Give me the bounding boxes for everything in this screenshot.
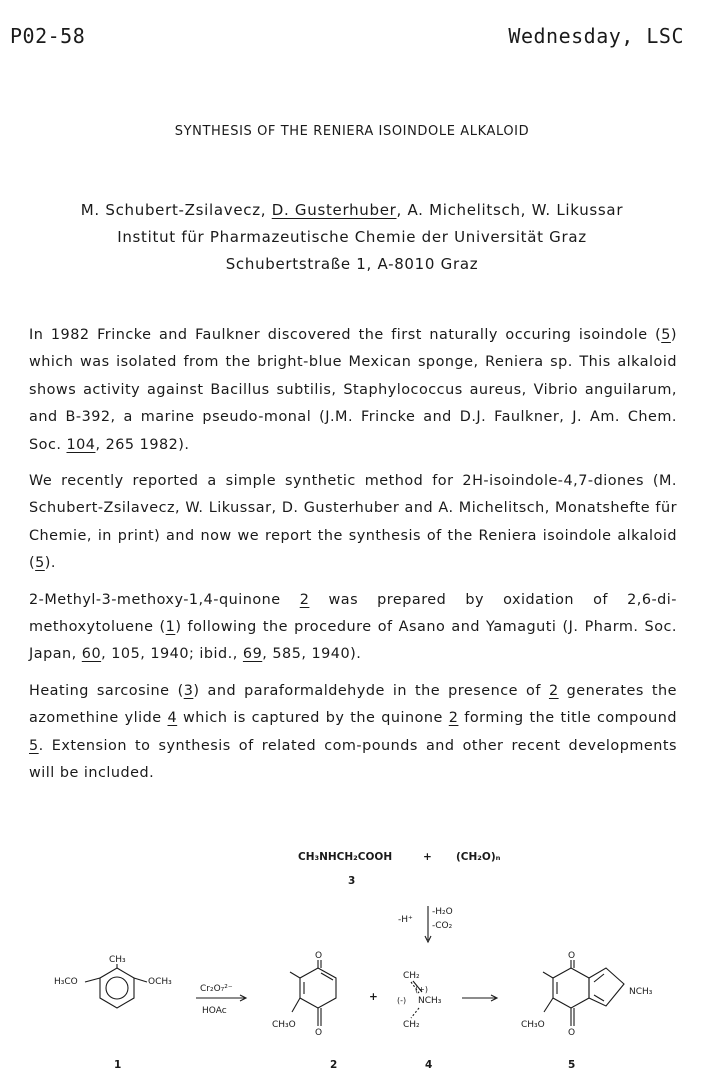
presenting-author: D. Gusterhuber: [271, 201, 397, 219]
address: Schubertstraße 1, A-8010 Graz: [225, 255, 479, 273]
c2-ch3o: CH₃O: [272, 1020, 296, 1030]
ylide-plus: (+): [415, 985, 428, 994]
c1-ch3: CH₃: [109, 955, 126, 965]
paragraph-2: [29, 468, 677, 578]
text: which is captured by the quinone: [177, 710, 449, 727]
text: We recently reported a simple synthetic method for 2H-isoindole-4,7-diones (M. Schubert-Zsilavecz, W. Likussar, D. Gusterhuber and A. Michelitsch, Monatshefte für Chemie, in print) and now we report the synthesis of the Reniera isoindole alkaloid (: [29, 473, 677, 572]
c1-ring: [100, 968, 134, 1008]
oxidant-label: Cr₂O₇²⁻: [200, 984, 233, 994]
compound-3-label: 3: [348, 875, 356, 887]
c1-h3co: H₃CO: [54, 977, 78, 987]
compound-ref: 4: [167, 710, 178, 727]
volume-ref: 104: [66, 436, 96, 453]
author-rest: , A. Michelitsch, W. Likussar: [396, 201, 624, 219]
minus-h2o-label: -H₂O: [432, 907, 453, 917]
compound-1-label: 1: [114, 1059, 122, 1071]
text: , 585, 1940).: [262, 646, 362, 663]
text: forming the title compound: [458, 710, 678, 727]
minus-h-label: -H⁺: [398, 915, 413, 925]
text: , 105, 1940; ibid.,: [101, 646, 243, 663]
text: ) and paraformaldehyde in the presence of: [193, 682, 549, 699]
ylide-minus: (-): [397, 996, 407, 1005]
ylide-ch2-top: CH₂: [403, 971, 420, 981]
ylide-nch3: NCH₃: [418, 996, 442, 1006]
text: . Extension to synthesis of related com-pounds and other recent developments will be included.: [29, 737, 677, 782]
compound-4-label: 4: [425, 1059, 433, 1071]
reaction-scheme: [0, 836, 704, 1076]
text: 2-Methyl-3-methoxy-1,4-quinone: [29, 591, 300, 608]
sarcosine-formula: CH₃NHCH₂COOH: [298, 851, 393, 863]
institute: Institut für Pharmazeutische Chemie der Universität Graz: [117, 228, 587, 246]
c2-methoxy-bond: [292, 998, 300, 1012]
paragraph-1: [29, 322, 677, 459]
volume-ref: 69: [242, 646, 263, 663]
c2-methyl-bond: [290, 972, 300, 978]
plus-sign-2: +: [369, 991, 378, 1003]
solvent-label: HOAc: [202, 1006, 227, 1016]
compound-ref: 2: [299, 591, 310, 608]
c5-methyl-bond: [543, 972, 553, 978]
c5-methoxy-bond: [544, 998, 553, 1012]
compound-ref: 3: [183, 682, 194, 699]
c1-methoxy-bond-left: [85, 978, 100, 982]
c5-ring: [553, 968, 589, 1008]
c2-double-bond-1: [321, 973, 333, 980]
compound-ref: 2: [548, 682, 559, 699]
c1-och3: OCH₃: [148, 977, 172, 987]
session-day: Wednesday, LSC: [508, 24, 684, 48]
c5-nch3: NCH₃: [629, 987, 653, 997]
text: ) following the procedure of Asano and Yamaguti (J. Pharm. Soc. Japan,: [29, 619, 677, 663]
compound-5-label: 5: [568, 1059, 576, 1071]
c5-pyrrole-ring: [589, 968, 624, 1006]
c2-o-top: O: [315, 951, 323, 961]
scheme-drawing: [0, 836, 704, 1076]
text: generates the azomethine ylide: [29, 682, 678, 727]
c2-ring: [300, 968, 336, 1008]
compound-ref: 5: [661, 327, 671, 343]
text: , 265 1982).: [95, 436, 190, 453]
compound-ref: 5: [35, 555, 45, 572]
c5-pyrrole-double-2: [594, 995, 604, 1001]
compound-ref: 2: [448, 710, 459, 727]
paragraph-4: [29, 678, 677, 788]
compound-2-label: 2: [330, 1059, 338, 1071]
c5-o-bottom: O: [568, 1028, 576, 1038]
plus-sign: +: [423, 851, 432, 863]
abstract-body: [29, 322, 677, 797]
c2-o-bottom: O: [315, 1028, 323, 1038]
paragraph-3: [29, 587, 677, 669]
text: ).: [44, 555, 56, 572]
text: In 1982 Frincke and Faulkner discovered the first naturally occuring isoindole (: [29, 327, 662, 343]
c1-aromatic-circle: [106, 977, 128, 999]
c5-o-top: O: [568, 951, 576, 961]
c1-methoxy-bond-right: [134, 978, 147, 982]
paper-title: SYNTHESIS OF THE RENIERA ISOINDOLE ALKALOID: [174, 124, 530, 139]
ylide-ch2-bottom: CH₂: [403, 1020, 420, 1030]
compound-ref: 1: [165, 619, 176, 636]
author-line: [0, 197, 704, 224]
text: ) which was isolated from the bright-blue Mexican sponge, Reniera sp. This alkaloid shows activity against Bacillus subtilis, Staphylococcus aureus, Vibrio anguilarum, and B-392, a marine pseudo-monal (J.M. Frincke and D.J. Faulkner, J. Am. Chem. Soc.: [29, 327, 677, 453]
text: Heating sarcosine (: [29, 682, 184, 699]
minus-co2-label: -CO₂: [432, 921, 453, 931]
c5-pyrrole-double: [594, 974, 604, 982]
author-block: [0, 197, 704, 278]
author-1: M. Schubert-Zsilavecz,: [80, 201, 272, 219]
c5-ch3o: CH₃O: [521, 1020, 545, 1030]
paraformaldehyde-formula: (CH₂O)ₙ: [456, 851, 501, 863]
ylide-bond-bottom: [411, 1008, 419, 1018]
compound-ref: 5: [29, 737, 39, 754]
page-code: P02-58: [10, 24, 86, 48]
text: was prepared by oxidation of 2,6-di-methoxytoluene (: [29, 591, 677, 636]
volume-ref: 60: [81, 646, 102, 663]
